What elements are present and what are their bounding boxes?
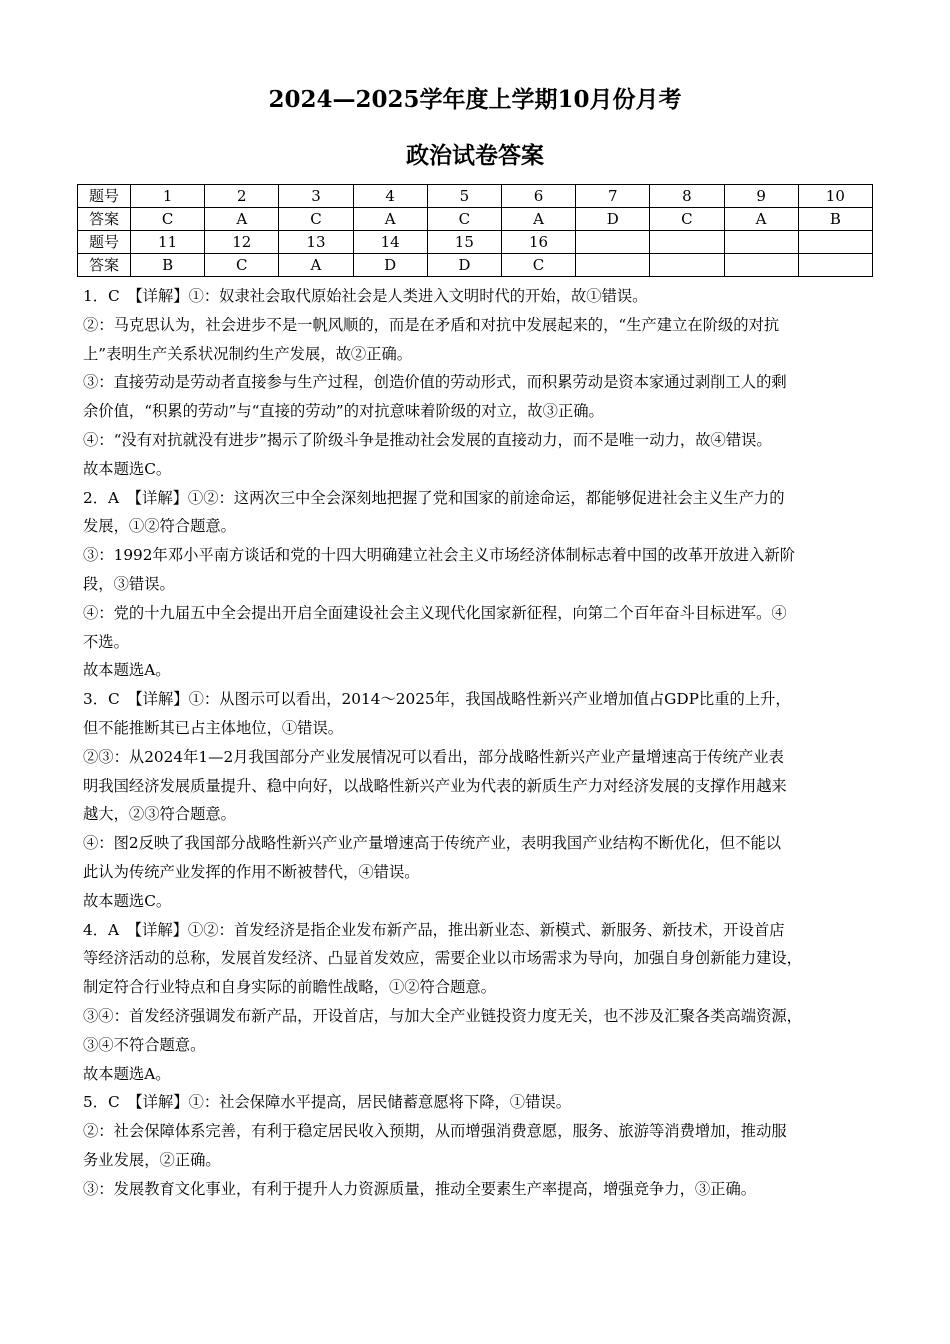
text-line: 故本题选A。 (83, 661, 171, 680)
text-line: 1．C 【详解】①：奴隶社会取代原始社会是人类进入文明时代的开始，故①错误。 (83, 287, 648, 305)
text-line: 此认为传统产业发挥的作用不断被替代，④错误。 (83, 862, 420, 881)
number-cell: 15 (427, 231, 501, 254)
text-line: 故本题选C。 (83, 891, 172, 910)
answer-cell: A (279, 254, 353, 277)
text-line: ③：直接劳动是劳动者直接参与生产过程，创造价值的劳动形式，而积累劳动是资本家通过剥削工人的剩 (83, 373, 787, 392)
text-line: ④：“没有对抗就没有进步”揭示了阶级斗争是推动社会发展的直接动力，而不是唯一动力，故④错误。 (83, 430, 772, 449)
number-cell (576, 231, 650, 254)
header-label-cell: 题号 (78, 231, 131, 254)
text-line: 发展，①②符合题意。 (83, 517, 236, 536)
number-cell: 7 (576, 185, 650, 208)
answer-cell (724, 254, 798, 277)
text-line: ③④不符合题意。 (83, 1035, 206, 1054)
number-cell: 10 (798, 185, 872, 208)
number-cell: 8 (650, 185, 724, 208)
text-line: 明我国经济发展质量提升、稳中向好，以战略性新兴产业为代表的新质生产力对经济发展的支撑作用越来 (83, 776, 787, 795)
number-cell (650, 231, 724, 254)
number-cell (798, 231, 872, 254)
answer-cell: A (501, 208, 575, 231)
number-cell: 1 (131, 185, 205, 208)
answer-cell (798, 254, 872, 277)
number-cell: 6 (501, 185, 575, 208)
answer-label-cell: 答案 (78, 254, 131, 277)
answer-cell: D (353, 254, 427, 277)
answer-cell: C (427, 208, 501, 231)
text-line: 务业发展，②正确。 (83, 1150, 221, 1169)
answer-cell: A (724, 208, 798, 231)
text-line: ②③：从2024年1—2月我国部分产业发展情况可以看出，部分战略性新兴产业产量增速高于传统产业表 (83, 747, 784, 766)
number-cell (724, 231, 798, 254)
table-row (78, 208, 873, 231)
header-label-cell: 题号 (78, 185, 131, 208)
text-line: 制定符合行业特点和自身实际的前瞻性战略，①②符合题意。 (83, 978, 497, 997)
answer-cell: C (205, 254, 279, 277)
answer-cell: C (131, 208, 205, 231)
exam-subtitle: 政治试卷答案 (406, 142, 544, 169)
answer-table (77, 184, 873, 277)
text-line: ④：图2反映了我国部分战略性新兴产业产量增速高于传统产业，表明我国产业结构不断优化，但不能以 (83, 834, 782, 853)
number-cell: 12 (205, 231, 279, 254)
table-row (78, 185, 873, 208)
text-line: 越大，②③符合题意。 (83, 805, 236, 824)
number-cell: 11 (131, 231, 205, 254)
text-line: 等经济活动的总称，发展首发经济、凸显首发效应，需要企业以市场需求为导向，加强自身创新能力建设， (83, 949, 802, 968)
answer-cell: C (279, 208, 353, 231)
number-cell: 16 (501, 231, 575, 254)
text-line: 3．C 【详解】①：从图示可以看出，2014～2025年，我国战略性新兴产业增加值占GDP比重的上升， (83, 690, 791, 709)
answer-cell: A (353, 208, 427, 231)
number-cell: 3 (279, 185, 353, 208)
table-row (78, 231, 873, 254)
text-line: ③④：首发经济强调发布新产品，开设首店，与加大全产业链投资力度无关，也不涉及汇聚各类高端资源， (83, 1006, 802, 1025)
number-cell: 5 (427, 185, 501, 208)
text-line: ④：党的十九届五中全会提出开启全面建设社会主义现代化国家新征程，向第二个百年奋斗目标进军。④ (83, 603, 787, 622)
answer-label-cell: 答案 (78, 208, 131, 231)
text-line: 段，③错误。 (83, 574, 175, 593)
text-line: ②：社会保障体系完善，有利于稳定居民收入预期，从而增强消费意愿，服务、旅游等消费增加，推动服 (83, 1122, 787, 1141)
answer-cell: A (205, 208, 279, 231)
text-line: 余价值，“积累的劳动”与“直接的劳动”的对抗意味着阶级的对立，故③正确。 (83, 402, 604, 421)
exam-title: 2024—2025学年度上学期10月份月考 (268, 86, 682, 113)
number-cell: 14 (353, 231, 427, 254)
answer-cell: C (650, 208, 724, 231)
answer-cell (650, 254, 724, 277)
text-line: 2．A 【详解】①②：这两次三中全会深刻地把握了党和国家的前途命运，都能够促进社会主义生产力的 (83, 488, 785, 507)
text-line: 5．C 【详解】①：社会保障水平提高，居民储蓄意愿将下降，①错误。 (83, 1093, 571, 1112)
number-cell: 9 (724, 185, 798, 208)
answer-cell: B (798, 208, 872, 231)
number-cell: 4 (353, 185, 427, 208)
text-line: 故本题选C。 (83, 459, 172, 478)
number-cell: 2 (205, 185, 279, 208)
text-line: ③：1992年邓小平南方谈话和党的十四大明确建立社会主义市场经济体制标志着中国的改革开放进入新阶 (83, 546, 795, 565)
text-line: 4．A 【详解】①②：首发经济是指企业发布新产品，推出新业态、新模式、新服务、新技术，开设首店 (83, 920, 785, 939)
text-line: 上”表明生产关系状况制约生产发展，故②正确。 (83, 344, 413, 363)
table-row (78, 254, 873, 277)
text-line: 不选。 (83, 632, 129, 651)
text-line: ②：马克思认为，社会进步不是一帆风顺的，而是在矛盾和对抗中发展起来的，“生产建立在阶级的对抗 (83, 315, 780, 334)
number-cell: 13 (279, 231, 353, 254)
answer-cell (576, 254, 650, 277)
answer-cell: B (131, 254, 205, 277)
answer-cell: C (501, 254, 575, 277)
answer-explanations (83, 282, 873, 1204)
text-line: ③：发展教育文化事业，有利于提升人力资源质量，推动全要素生产率提高，增强竞争力，③正确。 (83, 1179, 757, 1198)
text-line: 故本题选A。 (83, 1064, 171, 1083)
text-line: 但不能推断其已占主体地位，①错误。 (83, 718, 344, 737)
answer-cell: D (576, 208, 650, 231)
answer-cell: D (427, 254, 501, 277)
